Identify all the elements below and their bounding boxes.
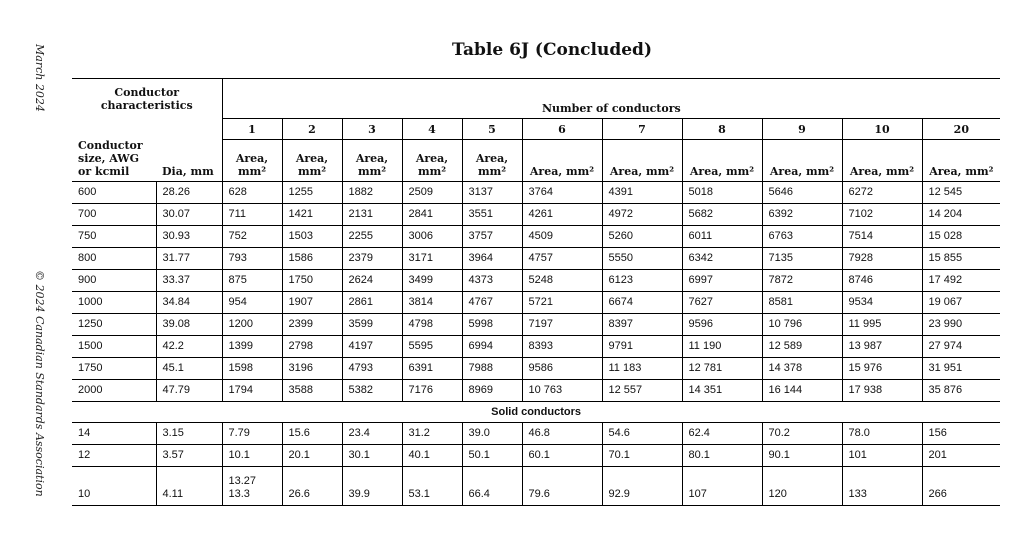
header-count-8: 8: [682, 119, 762, 140]
cell-area: 3757: [462, 226, 522, 248]
cell-area: 3599: [342, 314, 402, 336]
cell-area: 23.4: [342, 423, 402, 445]
cell-area: 2255: [342, 226, 402, 248]
cell-area: 5646: [762, 182, 842, 204]
cell-area: 6674: [602, 292, 682, 314]
header-count-2: 2: [282, 119, 342, 140]
cell-area: 23 990: [922, 314, 1000, 336]
cell-area: 954: [222, 292, 282, 314]
cell-area: 7627: [682, 292, 762, 314]
cell-area: 39.9: [342, 467, 402, 506]
cell-area: 14 351: [682, 380, 762, 402]
header-area-3: Area, mm²: [342, 140, 402, 182]
cell-dia: 47.79: [156, 380, 222, 402]
cell-area: 1586: [282, 248, 342, 270]
cell-area: 5998: [462, 314, 522, 336]
cell-area: 3006: [402, 226, 462, 248]
cell-area: 8969: [462, 380, 522, 402]
cell-area: 6272: [842, 182, 922, 204]
cell-area: 3137: [462, 182, 522, 204]
table-row: [72, 445, 1000, 467]
cell-area: 16 144: [762, 380, 842, 402]
header-count-7: 7: [602, 119, 682, 140]
cell-area: 133: [842, 467, 922, 506]
cell-area: 7872: [762, 270, 842, 292]
cell-area: 11 190: [682, 336, 762, 358]
cell-size: 900: [72, 270, 156, 292]
cell-area: 3196: [282, 358, 342, 380]
cell-area: 6994: [462, 336, 522, 358]
cell-area: 101: [842, 445, 922, 467]
cell-area: 628: [222, 182, 282, 204]
cell-area: 4767: [462, 292, 522, 314]
cell-area-upper: 13.27: [228, 475, 257, 487]
table-row: [72, 336, 1000, 358]
cell-area: 6997: [682, 270, 762, 292]
cell-area: 60.1: [522, 445, 602, 467]
header-area-7: Area, mm²: [602, 140, 682, 182]
header-conductor-characteristics: Conductor characteristics: [72, 79, 222, 119]
margin-copyright: © 2024 Canadian Standards Association: [33, 270, 46, 497]
cell-area: 70.1: [602, 445, 682, 467]
cell-size: 800: [72, 248, 156, 270]
header-area-5: Area, mm²: [462, 140, 522, 182]
cell-area: 6342: [682, 248, 762, 270]
cell-area: 39.0: [462, 423, 522, 445]
cell-area: 3814: [402, 292, 462, 314]
header-number-of-conductors: Number of conductors: [222, 79, 1000, 119]
cell-area: 7197: [522, 314, 602, 336]
cell-area: 62.4: [682, 423, 762, 445]
cell-area: 90.1: [762, 445, 842, 467]
cell-area: 6011: [682, 226, 762, 248]
cell-area: 3764: [522, 182, 602, 204]
cell-area: 9596: [682, 314, 762, 336]
cell-area: 875: [222, 270, 282, 292]
header-count-4: 4: [402, 119, 462, 140]
cell-area: 8393: [522, 336, 602, 358]
header-area-9: Area, mm²: [762, 140, 842, 182]
cell-area: 107: [682, 467, 762, 506]
cell-area: 1421: [282, 204, 342, 226]
cell-area: 4373: [462, 270, 522, 292]
cell-area: 6392: [762, 204, 842, 226]
cell-area: 7102: [842, 204, 922, 226]
cell-area: 5721: [522, 292, 602, 314]
cell-area: 2861: [342, 292, 402, 314]
table-row: [72, 292, 1000, 314]
header-area-6: Area, mm²: [522, 140, 602, 182]
header-count-1: 1: [222, 119, 282, 140]
cell-size: 1750: [72, 358, 156, 380]
cell-area: 8581: [762, 292, 842, 314]
cell-area: 19 067: [922, 292, 1000, 314]
cell-size: 2000: [72, 380, 156, 402]
cell-area: 50.1: [462, 445, 522, 467]
cell-area: 12 545: [922, 182, 1000, 204]
header-dia: Dia, mm: [156, 119, 222, 182]
cell-area: 7514: [842, 226, 922, 248]
table-body: [72, 182, 1000, 506]
header-area-10: Area, mm²: [842, 140, 922, 182]
cell-area: 54.6: [602, 423, 682, 445]
header-size: Conductor size, AWG or kcmil: [72, 119, 156, 182]
cell-area: 1598: [222, 358, 282, 380]
cell-area: 46.8: [522, 423, 602, 445]
header-area-2: Area, mm²: [282, 140, 342, 182]
cell-area: [222, 467, 282, 506]
cell-size: 700: [72, 204, 156, 226]
cell-area: 4509: [522, 226, 602, 248]
cell-dia: 39.08: [156, 314, 222, 336]
cell-area: 120: [762, 467, 842, 506]
cell-dia: 28.26: [156, 182, 222, 204]
header-area-1: Area, mm²: [222, 140, 282, 182]
cell-area: 793: [222, 248, 282, 270]
cell-area: 78.0: [842, 423, 922, 445]
cell-dia: 42.2: [156, 336, 222, 358]
table-row: [72, 226, 1000, 248]
cell-area: 2379: [342, 248, 402, 270]
cell-area: 15 028: [922, 226, 1000, 248]
cell-size: 1500: [72, 336, 156, 358]
cell-area: 15 976: [842, 358, 922, 380]
table-row: [72, 314, 1000, 336]
cell-area: 5595: [402, 336, 462, 358]
cell-area: 4798: [402, 314, 462, 336]
cell-area: 10 763: [522, 380, 602, 402]
cell-area: 752: [222, 226, 282, 248]
cell-area: 4757: [522, 248, 602, 270]
cell-area: 10 796: [762, 314, 842, 336]
cell-dia: 4.11: [156, 467, 222, 506]
cell-area: 266: [922, 467, 1000, 506]
cell-dia: 30.07: [156, 204, 222, 226]
cell-area: 2798: [282, 336, 342, 358]
cell-area: 79.6: [522, 467, 602, 506]
header-count-20: 20: [922, 119, 1000, 140]
cell-area: 7.79: [222, 423, 282, 445]
cell-area: 40.1: [402, 445, 462, 467]
cell-area: 80.1: [682, 445, 762, 467]
cell-area: 12 589: [762, 336, 842, 358]
cell-area: 53.1: [402, 467, 462, 506]
cell-area: 7176: [402, 380, 462, 402]
table-row: [72, 182, 1000, 204]
cell-area: 1399: [222, 336, 282, 358]
cell-area: 201: [922, 445, 1000, 467]
cell-area: 3499: [402, 270, 462, 292]
cell-area: 26.6: [282, 467, 342, 506]
cell-area: 1907: [282, 292, 342, 314]
table-title: Table 6J (Concluded): [452, 40, 652, 60]
table-row: [72, 358, 1000, 380]
cell-dia: 34.84: [156, 292, 222, 314]
cell-area: 6391: [402, 358, 462, 380]
cell-area: 9586: [522, 358, 602, 380]
cell-area: 2131: [342, 204, 402, 226]
cell-area: 2624: [342, 270, 402, 292]
cell-size: 10: [72, 467, 156, 506]
header-count-9: 9: [762, 119, 842, 140]
cell-area: 3588: [282, 380, 342, 402]
cell-area: 11 995: [842, 314, 922, 336]
cell-area: 1750: [282, 270, 342, 292]
header-count-5: 5: [462, 119, 522, 140]
cell-area: 1882: [342, 182, 402, 204]
cell-area: 14 204: [922, 204, 1000, 226]
cell-area: 66.4: [462, 467, 522, 506]
header-area-8: Area, mm²: [682, 140, 762, 182]
cell-area: 711: [222, 204, 282, 226]
cell-area: 15.6: [282, 423, 342, 445]
cell-dia: 45.1: [156, 358, 222, 380]
table-row: [72, 248, 1000, 270]
cell-size: 1000: [72, 292, 156, 314]
cell-area: 7988: [462, 358, 522, 380]
cell-area: 13 987: [842, 336, 922, 358]
margin-date: March 2024: [33, 44, 46, 112]
cell-area: 17 938: [842, 380, 922, 402]
cell-area: 4391: [602, 182, 682, 204]
cell-area: 17 492: [922, 270, 1000, 292]
cell-dia: 31.77: [156, 248, 222, 270]
cell-area: 15 855: [922, 248, 1000, 270]
conductor-area-table: [72, 78, 1000, 506]
cell-area: 12 557: [602, 380, 682, 402]
table-row: [72, 380, 1000, 402]
cell-area: 7135: [762, 248, 842, 270]
cell-area: 5682: [682, 204, 762, 226]
cell-area: 10.1: [222, 445, 282, 467]
cell-area: 3964: [462, 248, 522, 270]
cell-area: 7928: [842, 248, 922, 270]
cell-area: 9791: [602, 336, 682, 358]
cell-area: 4972: [602, 204, 682, 226]
cell-area: 2399: [282, 314, 342, 336]
cell-area: 9534: [842, 292, 922, 314]
table-row: [72, 270, 1000, 292]
cell-area: 14 378: [762, 358, 842, 380]
cell-area: 6763: [762, 226, 842, 248]
table-row: [72, 423, 1000, 445]
cell-size: 600: [72, 182, 156, 204]
cell-dia: 30.93: [156, 226, 222, 248]
header-count-3: 3: [342, 119, 402, 140]
cell-area: 4197: [342, 336, 402, 358]
cell-area: 30.1: [342, 445, 402, 467]
cell-area: 4261: [522, 204, 602, 226]
header-count-6: 6: [522, 119, 602, 140]
cell-size: 1250: [72, 314, 156, 336]
cell-area: 156: [922, 423, 1000, 445]
cell-area: 2841: [402, 204, 462, 226]
cell-size: 12: [72, 445, 156, 467]
cell-area: 1503: [282, 226, 342, 248]
cell-area: 27 974: [922, 336, 1000, 358]
cell-dia: 3.57: [156, 445, 222, 467]
cell-area: 70.2: [762, 423, 842, 445]
cell-area: 8397: [602, 314, 682, 336]
cell-area: 5260: [602, 226, 682, 248]
cell-area: 1255: [282, 182, 342, 204]
cell-area: 35 876: [922, 380, 1000, 402]
cell-area: 11 183: [602, 358, 682, 380]
header-area-4: Area, mm²: [402, 140, 462, 182]
cell-area: 2509: [402, 182, 462, 204]
header-area-20: Area, mm²: [922, 140, 1000, 182]
cell-dia: 3.15: [156, 423, 222, 445]
cell-area: 5382: [342, 380, 402, 402]
cell-area: 3551: [462, 204, 522, 226]
cell-area: 5248: [522, 270, 602, 292]
solid-conductors-label: Solid conductors: [72, 402, 1000, 423]
cell-area: 8746: [842, 270, 922, 292]
cell-area-lower: 13.3: [228, 488, 250, 500]
cell-area: 92.9: [602, 467, 682, 506]
cell-area: 3171: [402, 248, 462, 270]
solid-conductors-row: [72, 402, 1000, 423]
cell-area: 5018: [682, 182, 762, 204]
cell-size: 14: [72, 423, 156, 445]
cell-area: 31 951: [922, 358, 1000, 380]
cell-dia: 33.37: [156, 270, 222, 292]
table-row: [72, 467, 1000, 506]
cell-size: 750: [72, 226, 156, 248]
cell-area: 6123: [602, 270, 682, 292]
cell-area: 20.1: [282, 445, 342, 467]
table-row: [72, 204, 1000, 226]
cell-area: 1200: [222, 314, 282, 336]
header-count-10: 10: [842, 119, 922, 140]
cell-area: 4793: [342, 358, 402, 380]
cell-area: 31.2: [402, 423, 462, 445]
cell-area: 5550: [602, 248, 682, 270]
cell-area: 12 781: [682, 358, 762, 380]
cell-area: 1794: [222, 380, 282, 402]
